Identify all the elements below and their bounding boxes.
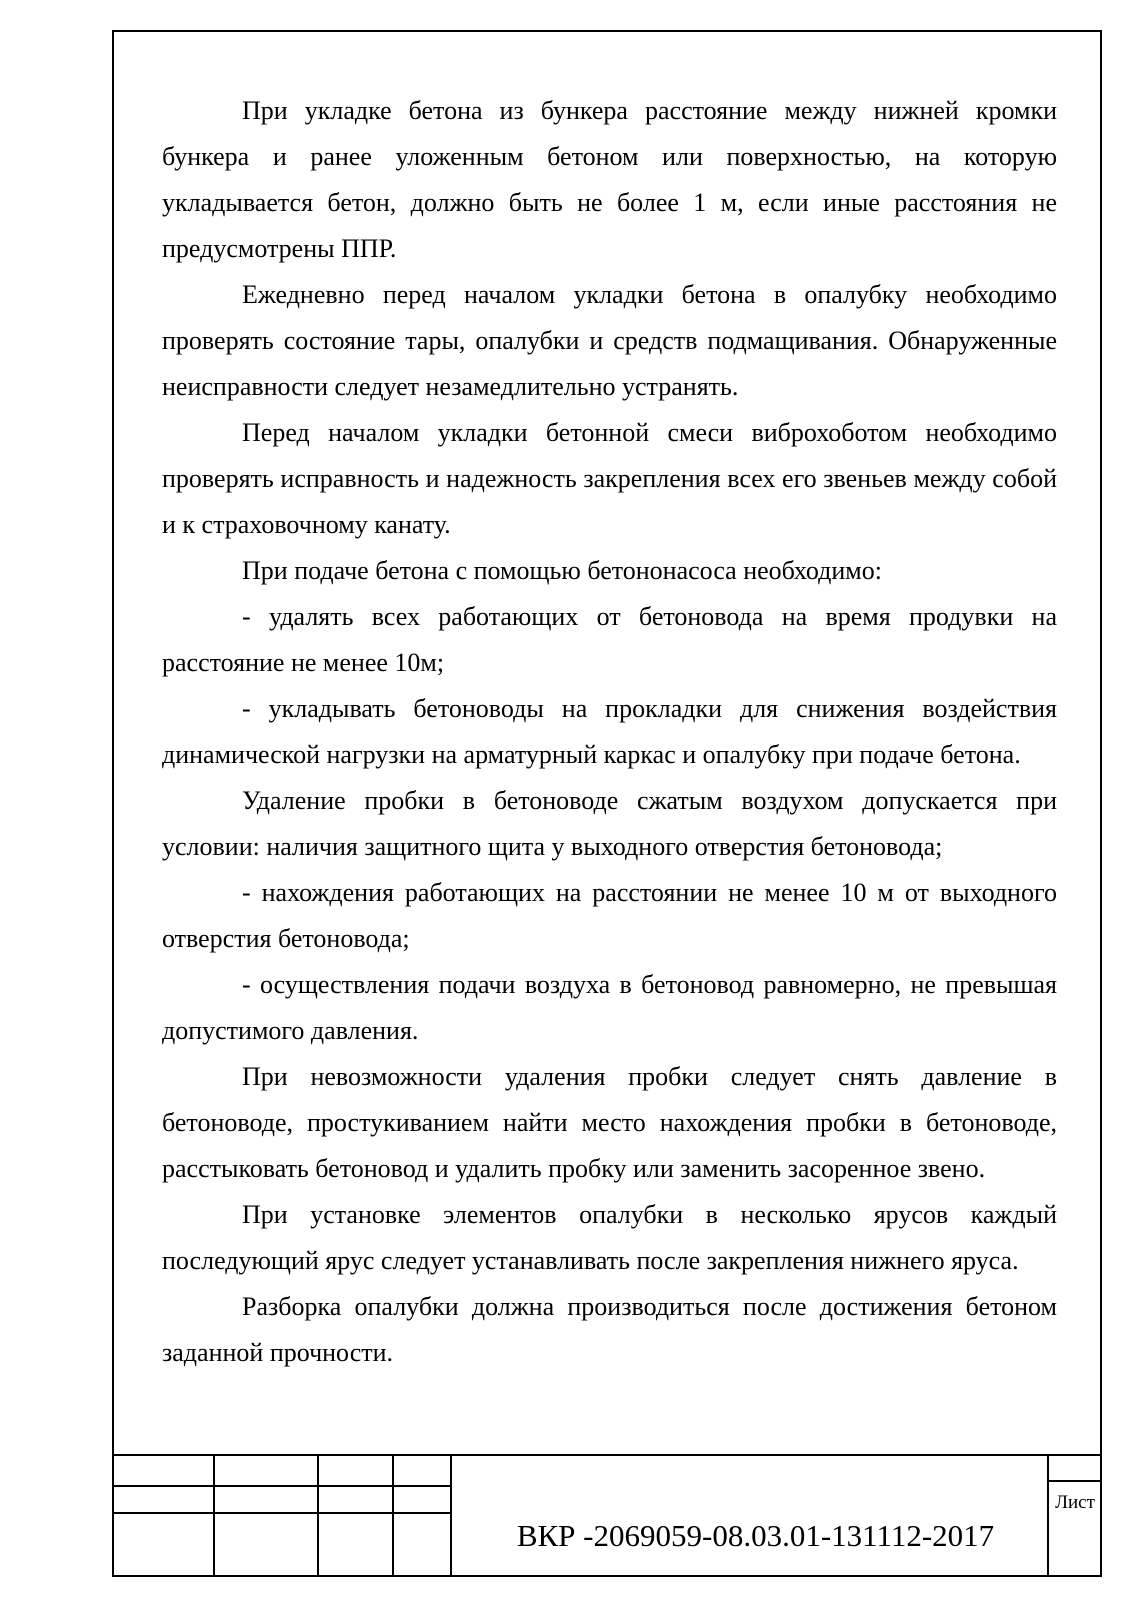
title-block-line <box>112 1454 1102 1456</box>
list-item: - удалять всех работающих от бетоновода на время продувки на расстояние не менее 10м; <box>162 602 1057 677</box>
title-block-line <box>213 1454 215 1577</box>
list-item: - нахождения работающих на расстоянии не менее 10 м от выходного отверстия бетоновода; <box>162 878 1057 953</box>
title-block-line <box>112 1512 452 1514</box>
sheet-label: Лист <box>1055 1492 1095 1513</box>
paragraph: Удаление пробки в бетоноводе сжатым воздухом допускается при условии: наличия защитного щита у выходного отверстия бетоновода; <box>162 786 1057 861</box>
title-block-line <box>450 1454 452 1577</box>
title-block-line <box>317 1454 319 1577</box>
document-body <box>162 88 1057 1376</box>
paragraph: Ежедневно перед началом укладки бетона в опалубку необходимо проверять состояние тары, опалубки и средств подмащивания. Обнаруженные неисправности следует незамедлительно устранять. <box>162 280 1057 401</box>
paragraph: При установке элементов опалубки в несколько ярусов каждый последующий ярус следует устанавливать после закрепления нижнего яруса. <box>162 1200 1057 1275</box>
paragraph: Перед началом укладки бетонной смеси виброхоботом необходимо проверять исправность и надежность закрепления всех его звеньев между собой и к страховочному канату. <box>162 418 1057 539</box>
title-block-line <box>392 1454 394 1577</box>
paragraph: Разборка опалубки должна производиться после достижения бетоном заданной прочности. <box>162 1292 1057 1367</box>
paragraph: При укладке бетона из бункера расстояние между нижней кромки бункера и ранее уложенным бетоном или поверхностью, на которую укладывается бетон, должно быть не более 1 м, если иные расстояния не предусмотрены ППР. <box>162 96 1057 263</box>
list-item: - осуществления подачи воздуха в бетоновод равномерно, не превышая допустимого давления. <box>162 970 1057 1045</box>
list-item: - укладывать бетоноводы на прокладки для снижения воздействия динамической нагрузки на арматурный каркас и опалубку при подаче бетона. <box>162 694 1057 769</box>
paragraph: При подаче бетона с помощью бетононасоса необходимо: <box>242 556 882 585</box>
title-block-line <box>1047 1480 1102 1482</box>
title-block-line <box>112 1485 452 1487</box>
document-code: ВКР -2069059-08.03.01-131112-2017 <box>516 1518 995 1553</box>
paragraph: При невозможности удаления пробки следует снять давление в бетоноводе, простукиванием найти место нахождения пробки в бетоноводе, расстыковать бетоновод и удалить пробку или заменить засоренное звено. <box>162 1062 1057 1183</box>
